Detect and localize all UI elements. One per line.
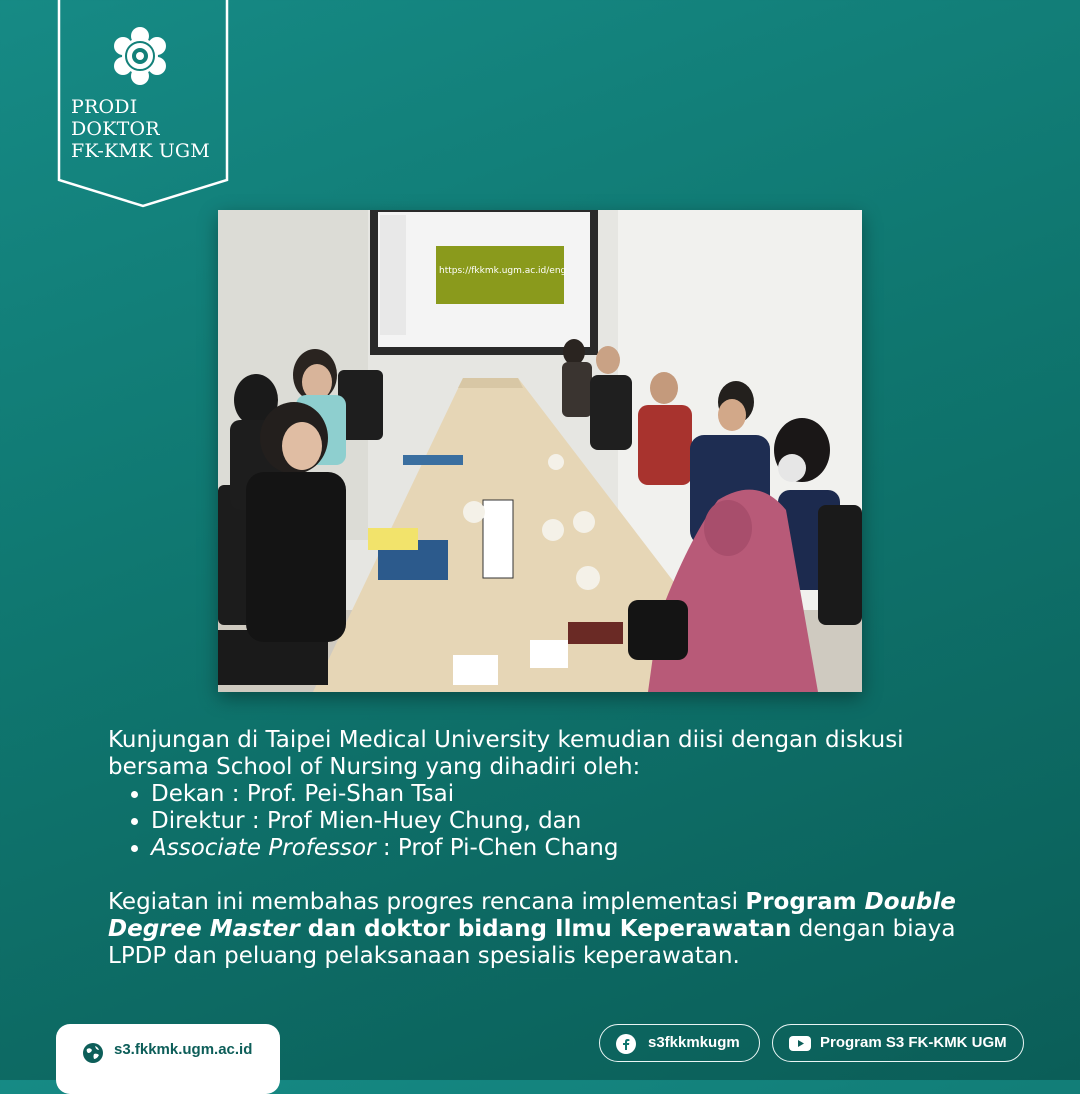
website-label: s3.fkkmk.ugm.ac.id [114, 1041, 253, 1058]
facebook-link[interactable] [599, 1024, 760, 1062]
program-name [71, 96, 210, 162]
attendee-separator: : [244, 808, 267, 834]
facebook-label: s3fkkmkugm [648, 1034, 740, 1051]
attendee-item [151, 781, 988, 808]
globe-icon [82, 1042, 104, 1064]
summary-text-2: dengan biaya LPDP dan peluang pelaksanaan spesialis keperawatan. [108, 916, 956, 969]
attendee-role: Associate Professor [151, 835, 376, 861]
program-name-line-2: DOKTOR [71, 118, 160, 140]
attendee-name: Prof Pi-Chen Chang [397, 835, 619, 861]
youtube-icon [789, 1034, 811, 1052]
website-link[interactable] [56, 1024, 280, 1094]
attendee-role: Dekan [151, 781, 225, 807]
summary-bold-1: Program [745, 889, 865, 915]
program-name-line-1: PRODI [71, 96, 138, 118]
description-text [108, 727, 988, 970]
facebook-icon [616, 1034, 636, 1054]
summary-bold-2: dan doktor bidang Ilmu Keperawatan [299, 916, 792, 942]
intro-paragraph: Kunjungan di Taipei Medical University kemudian diisi dengan diskusi bersama School of Nursing yang dihadiri oleh: [108, 727, 904, 780]
program-name-line-3: FK-KMK UGM [71, 140, 210, 162]
screen-url-text: https://fkkmk.ugm.ac.id/eng [439, 266, 567, 276]
attendee-separator: : [375, 835, 398, 861]
youtube-link[interactable] [772, 1024, 1024, 1062]
ugm-emblem-icon [110, 26, 170, 86]
attendee-name: Prof. Pei-Shan Tsai [246, 781, 455, 807]
attendee-list [108, 781, 988, 862]
attendee-role: Direktur [151, 808, 245, 834]
attendee-item [151, 835, 988, 862]
attendee-separator: : [224, 781, 247, 807]
summary-text-1: Kegiatan ini membahas progres rencana implementasi [108, 889, 746, 915]
attendee-item [151, 808, 988, 835]
meeting-photo [218, 210, 862, 692]
youtube-label: Program S3 FK-KMK UGM [820, 1034, 1007, 1051]
summary-paragraph [108, 889, 988, 970]
attendee-name: Prof Mien-Huey Chung, dan [266, 808, 582, 834]
program-logo-badge [57, 0, 229, 208]
summary-bold-italic: Double Degree Master [108, 889, 956, 942]
